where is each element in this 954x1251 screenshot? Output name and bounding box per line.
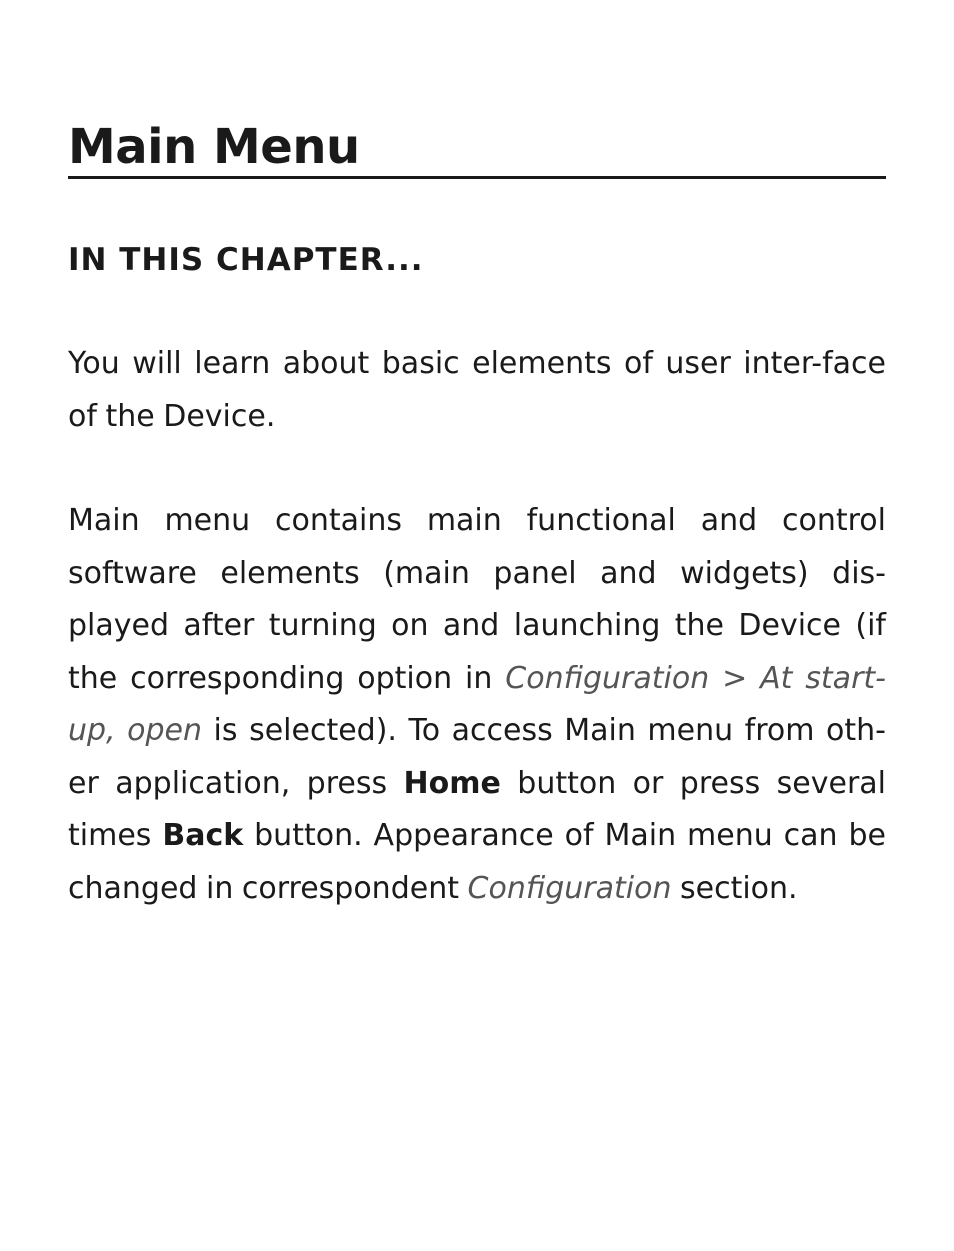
paragraph-text: Main menu contains main functional and control software elements (main panel and widgets) dis-played after turning on and launching the Device (if the corresponding option in <box>68 503 886 696</box>
chapter-heading: IN THIS CHAPTER... <box>68 242 424 278</box>
back-button-reference: Back <box>162 818 244 853</box>
configuration-path-reference: Configuration > At start-up, open <box>68 660 886 748</box>
intro-paragraph: You will learn about basic elements of user inter-face of the Device. <box>68 346 886 434</box>
document-page <box>68 0 886 906</box>
page-title: Main Menu <box>68 0 886 179</box>
home-button-reference: Home <box>403 765 501 801</box>
paragraph-text: button or press several times <box>68 765 886 853</box>
configuration-reference: Configuration <box>467 870 672 906</box>
paragraph-text: is selected). To access Main menu from oth-er application, press <box>68 713 886 801</box>
paragraph-text: button. Appearance of Main menu can be changed in correspondent <box>68 818 886 906</box>
paragraph-text: section. <box>671 870 798 906</box>
main-menu-paragraph <box>68 495 886 915</box>
